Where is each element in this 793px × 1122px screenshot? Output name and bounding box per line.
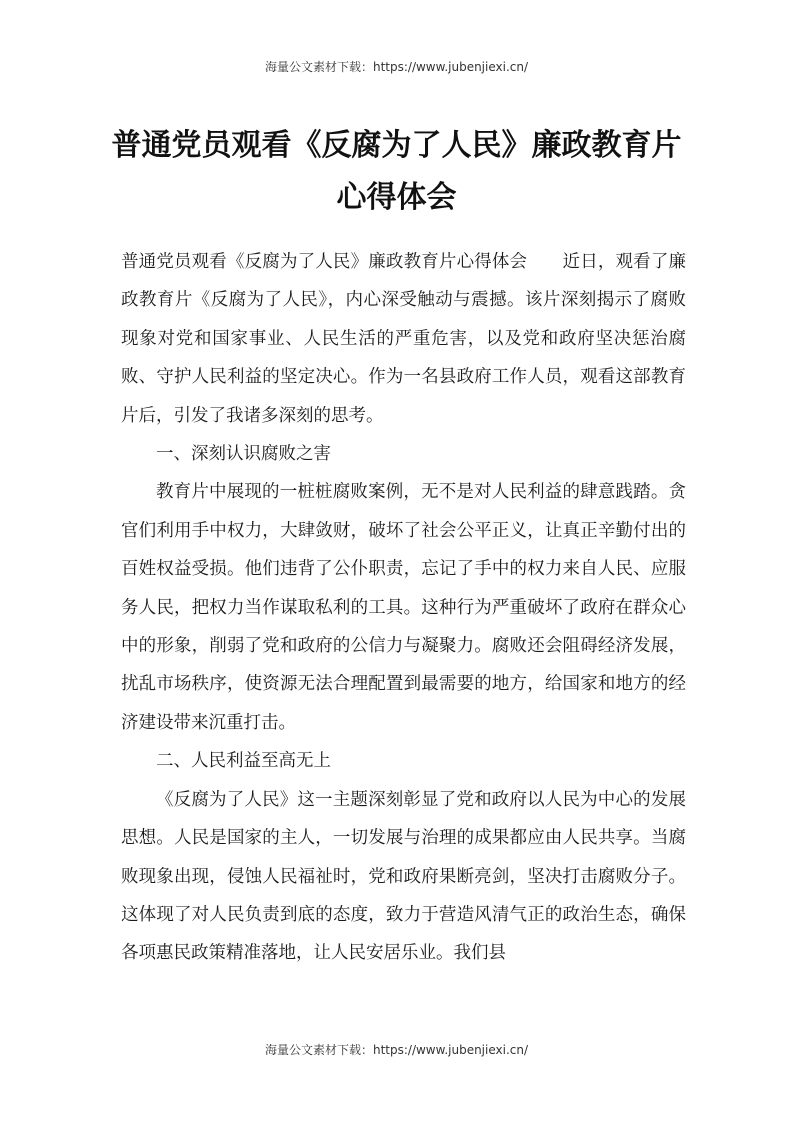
document-body	[121, 243, 686, 973]
page-footer: 海量公文素材下载：https://www.jubenjiexi.cn/	[264, 1043, 529, 1057]
body-paragraph-1: 教育片中展现的一桩桩腐败案例，无不是对人民利益的肆意践踏。贪官们利用手中权力，大肆敛财，破坏了社会公平正义，让真正辛勤付出的百姓权益受损。他们违背了公仆职责，忘记了手中的权力来自人民、应服务人民，把权力当作谋取私利的工具。这种行为严重破坏了政府在群众心中的形象，削弱了党和政府的公信力与凝聚力。腐败还会阻碍经济发展，扰乱市场秩序，使资源无法合理配置到最需要的地方，给国家和地方的经济建设带来沉重打击。	[121, 482, 686, 733]
title-line-1: 普通党员观看《反腐为了人民》廉政教育片	[111, 128, 682, 163]
title-line-2: 心得体会	[336, 180, 457, 215]
page-header: 海量公文素材下载：https://www.jubenjiexi.cn/	[264, 60, 529, 74]
section-heading-2: 二、人民利益至高无上	[156, 751, 331, 772]
section-heading-1: 一、深刻认识腐败之害	[156, 444, 331, 465]
intro-paragraph: 普通党员观看《反腐为了人民》廉政教育片心得体会 近日，观看了廉政教育片《反腐为了人民》，内心深受触动与震撼。该片深刻揭示了腐败现象对党和国家事业、人民生活的严重危害，以及党和政府坚决惩治腐败、守护人民利益的坚定决心。作为一名县政府工作人员，观看这部教育片后，引发了我诸多深刻的思考。	[121, 252, 686, 426]
body-paragraph-2: 《反腐为了人民》这一主题深刻彰显了党和政府以人民为中心的发展思想。人民是国家的主人，一切发展与治理的成果都应由人民共享。当腐败现象出现，侵蚀人民福祉时，党和政府果断亮剑，坚决打击腐败分子。这体现了对人民负责到底的态度，致力于营造风清气正的政治生态，确保各项惠民政策精准落地，让人民安居乐业。我们县	[121, 789, 686, 964]
document-title	[110, 120, 683, 224]
